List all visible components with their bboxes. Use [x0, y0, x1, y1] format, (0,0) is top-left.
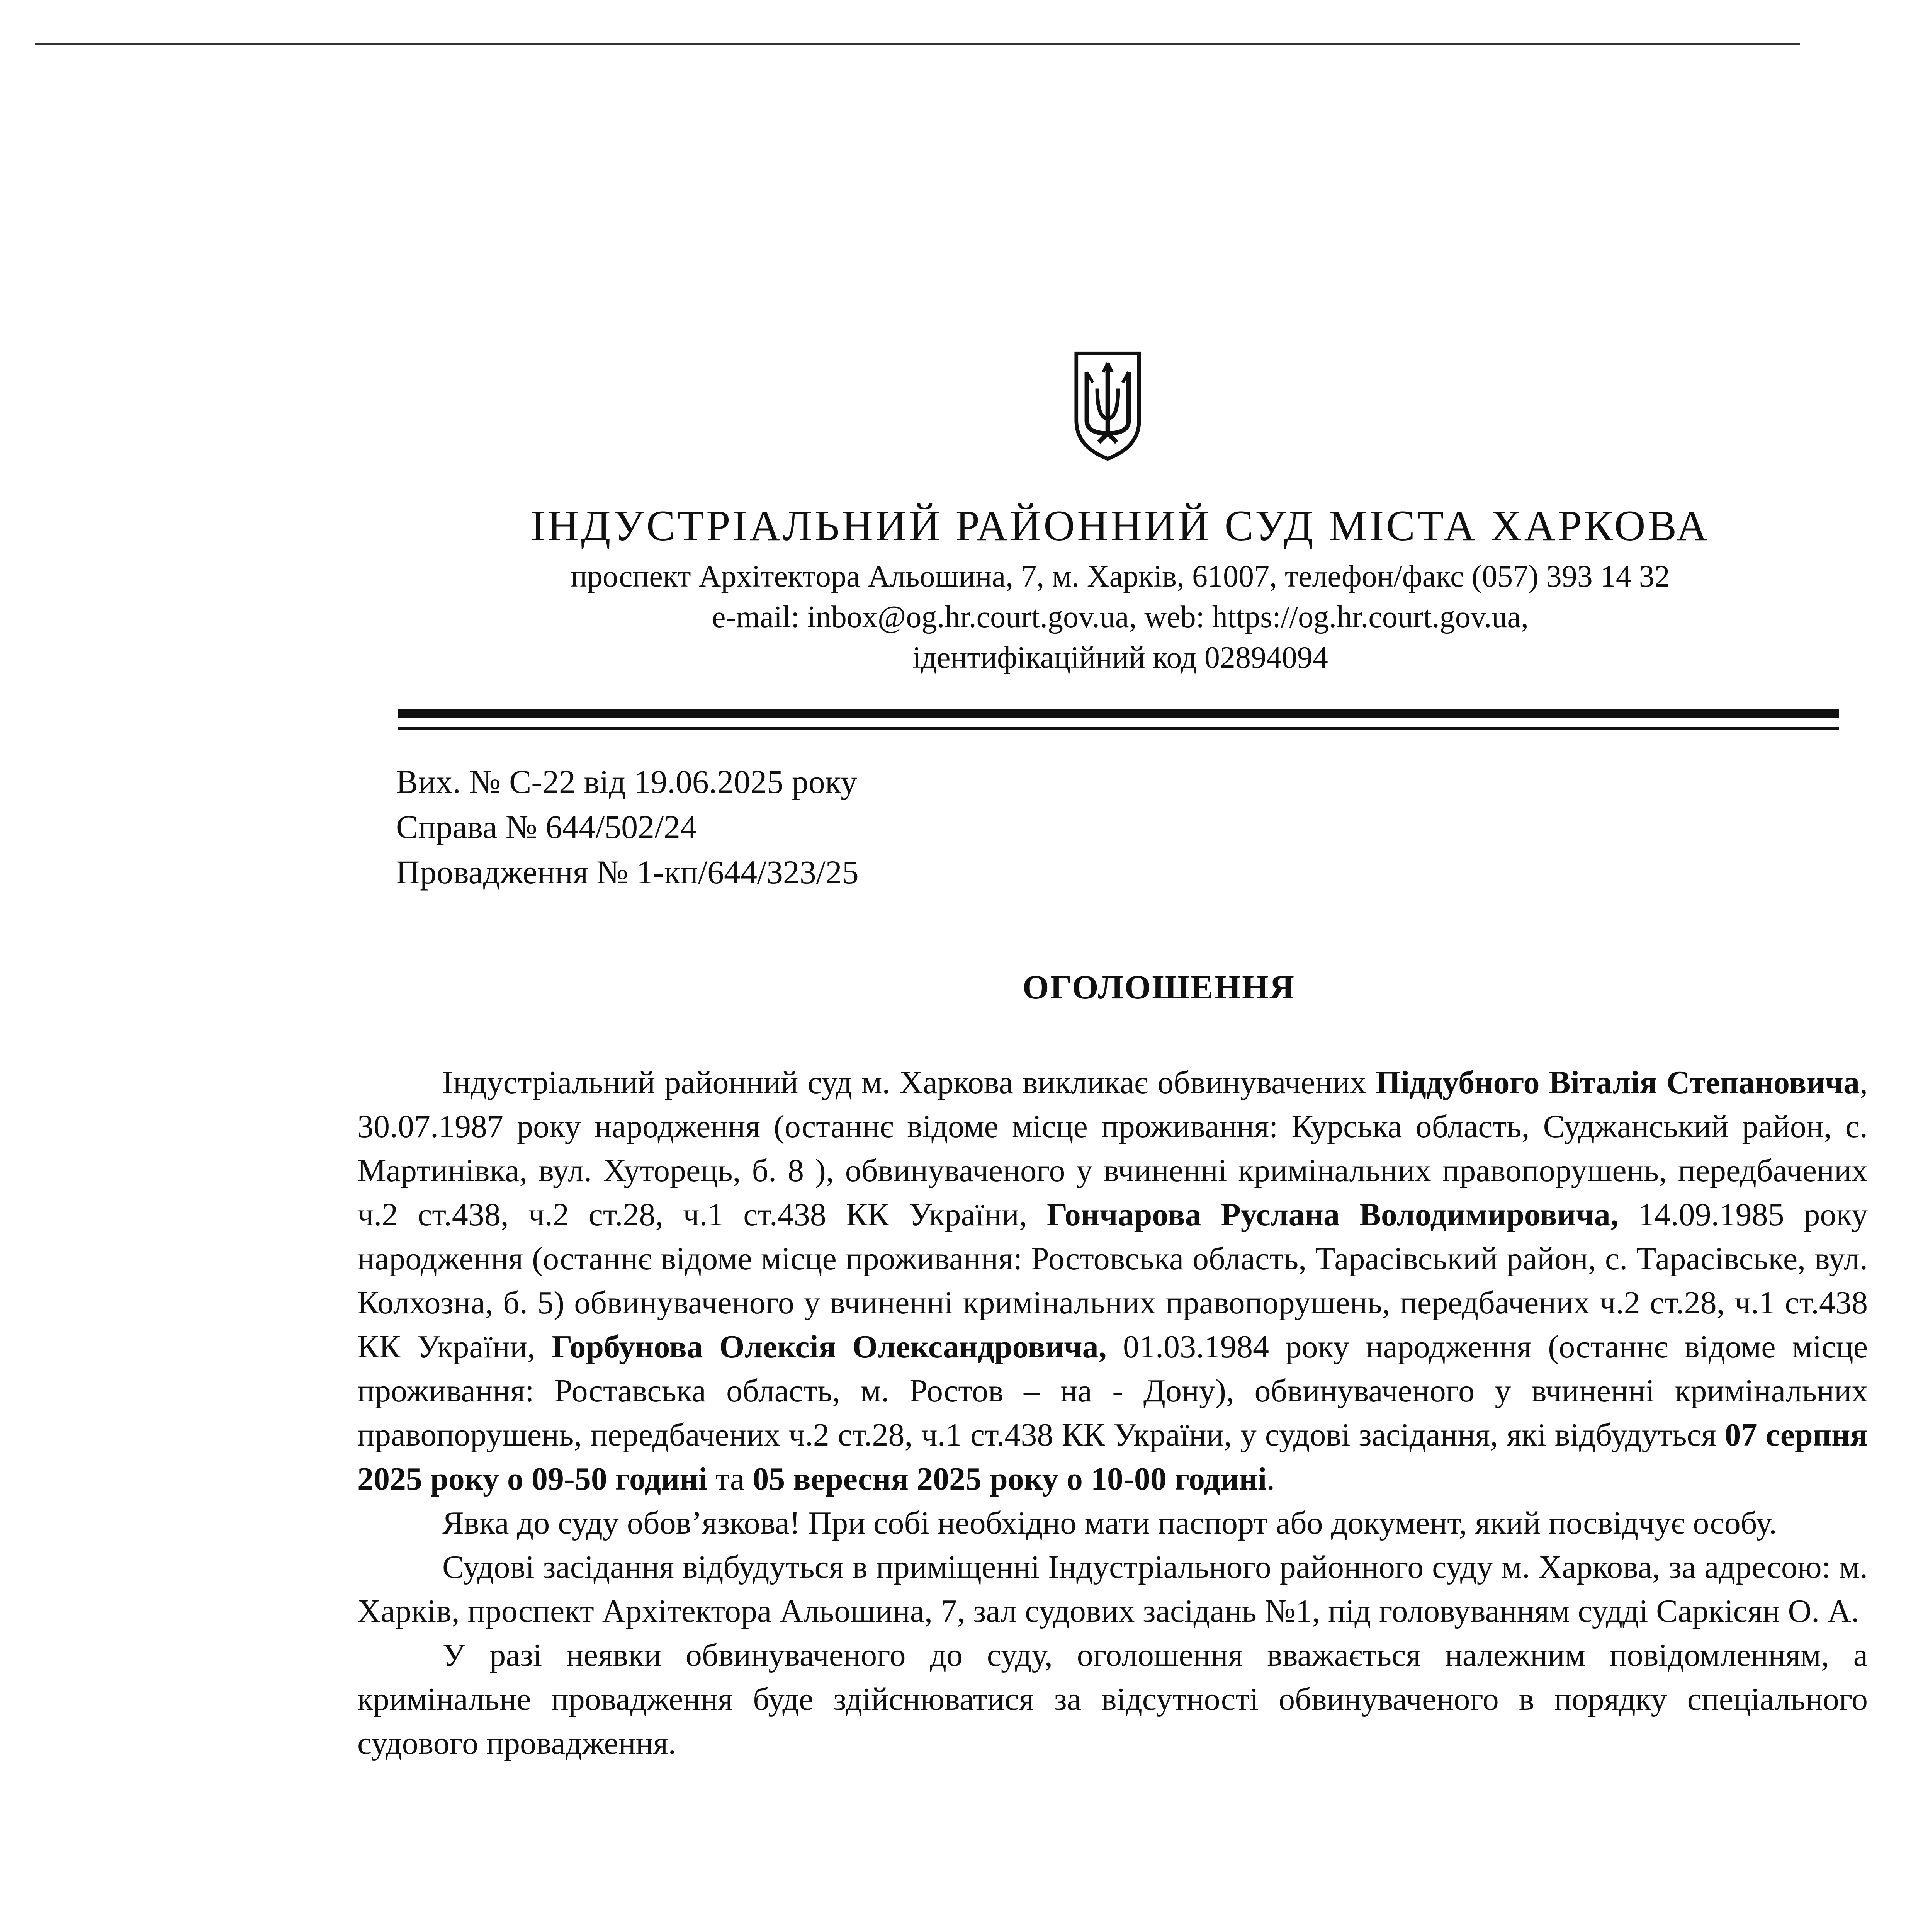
- court-id-code: ідентифікаційний код 02894094: [912, 641, 1328, 675]
- notice-title: ОГОЛОШЕННЯ: [1022, 969, 1296, 1006]
- proceeding-number: Провадження № 1-кп/644/323/25: [396, 854, 859, 891]
- court-contact-block: [386, 556, 1854, 678]
- accused-name: Гончарова Руслана Володимировича,: [1046, 1197, 1619, 1233]
- notice-paragraph-absence: У разі неявки обвинуваченого до суду, оголошення вважається належним повідомленням, а кримінальне провадження буде здійснюватися за відсутності обвинуваченого в порядку спеціального судового провадження.: [357, 1637, 1868, 1761]
- accused-name: Горбунова Олексія Олександровича,: [552, 1329, 1107, 1365]
- notice-paragraph-attendance: Явка до суду обов’язкова! При собі необхідно мати паспорт або документ, який посвідчує особу.: [442, 1505, 1777, 1541]
- header-divider-thick: [398, 709, 1839, 718]
- notice-paragraph-summons: Індустріальний районний суд м. Харкова викликає обвинувачених Піддубного Віталія Степановича, 30.07.1987 року народження (останнє відоме місце проживання: Курська область, Суджанський район, с. Мартинівка, вул. Хуторець, б. 8 ), обвинуваченого у вчиненні кримінальних правопорушень, передбачених ч.2 ст.438, ч.2 ст.28, ч.1 ст.438 КК України, Гончарова Руслана Володимировича, 14.09.1985 року народження (останнє відоме місце проживання: Ростовська область, Тарасівський район, с. Тарасівське, вул. Колхозна, б. 5) обвинуваченого у вчиненні кримінальних правопорушень, передбачених ч.2 ст.28, ч.1 ст.438 КК України, Горбунова Олексія Олександровича, 01.03.1984 року народження (останнє відоме місце проживання: Роставська область, м. Ростов – на - Дону), обвинуваченого у вчиненні кримінальних правопорушень, передбачених ч.2 ст.28, ч.1 ст.438 КК України, у судові засідання, які відбудуться 07 серпня 2025 року о 09-50 годині та 05 вересня 2025 року о 10-00 годині.: [357, 1065, 1868, 1497]
- hearing-date: 05 вересня 2025 року о 10-00 годині: [753, 1461, 1267, 1497]
- court-address: проспект Архітектора Альошина, 7, м. Харків, 61007, телефон/факс (057) 393 14 32: [571, 560, 1670, 594]
- outgoing-number: Вих. № С-22 від 19.06.2025 року: [396, 763, 858, 800]
- accused-name: Піддубного Віталія Степановича: [1375, 1065, 1860, 1100]
- trident-emblem-icon: [1070, 350, 1145, 462]
- top-scan-rule: [35, 43, 1800, 45]
- court-name: ІНДУСТРІАЛЬНИЙ РАЙОННИЙ СУД МІСТА ХАРКОВА: [530, 502, 1710, 550]
- notice-paragraph-venue: Судові засідання відбудуться в приміщенні Індустріального районного суду м. Харкова, за адресою: м. Харків, проспект Архітектора Альошина, 7, зал судових засідань №1, під головуванням судді Саркісян О. А.: [357, 1549, 1868, 1629]
- header-divider-thin: [398, 727, 1839, 730]
- reference-block: [396, 759, 859, 895]
- court-seal-stamp: [804, 1928, 1228, 1932]
- hearing-date: 07 серпня 2025 року о 09-50 годині: [357, 1417, 1868, 1497]
- case-number: Справа № 644/502/24: [396, 808, 697, 845]
- notice-body: [357, 1061, 1868, 1765]
- court-email-web: e-mail: inbox@og.hr.court.gov.ua, web: https://og.hr.court.gov.ua,: [712, 600, 1529, 634]
